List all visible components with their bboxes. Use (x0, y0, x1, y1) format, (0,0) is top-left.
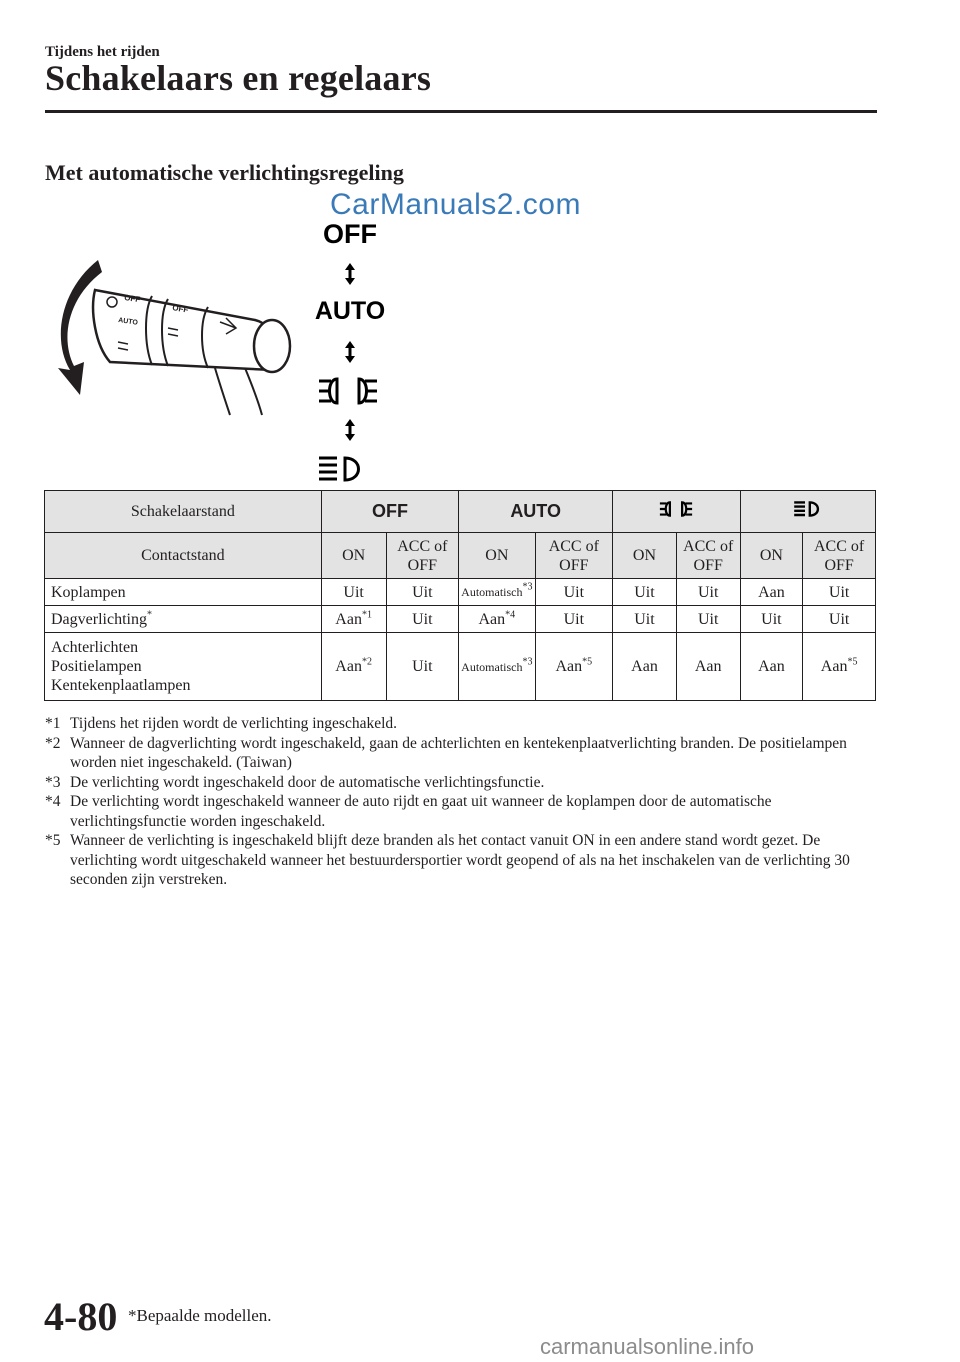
ignition-header: Contactstand (45, 533, 322, 579)
page-title: Schakelaars en regelaars (45, 58, 432, 98)
ignition-cell: ACC of OFF (676, 533, 740, 579)
table-cell: Aan$^{*2}$ (321, 633, 386, 701)
headlight-icon (317, 373, 379, 409)
switch-positions-column (300, 215, 400, 485)
switch-position-header: Schakelaarstand (45, 491, 322, 533)
table-cell: Automatisch$^{*3}$ (459, 579, 535, 606)
table-cell: Automatisch$^{*3}$ (459, 633, 535, 701)
table-row (45, 633, 876, 701)
table-cell: Uit (386, 633, 459, 701)
table-cell: Uit (740, 606, 803, 633)
double-arrow-icon (338, 417, 362, 443)
table-cell: Uit (535, 606, 613, 633)
row-label: Koplampen (45, 579, 322, 606)
footnotes (45, 714, 875, 890)
switch-position-row (45, 491, 876, 533)
table-cell: Aan (740, 579, 803, 606)
table-cell: Uit (321, 579, 386, 606)
switch-auto-header: AUTO (459, 491, 613, 533)
position-off-label: OFF (323, 219, 377, 249)
switch-parking-header (740, 491, 875, 533)
table-cell: Uit (676, 606, 740, 633)
chapter-label: Tijdens het rijden (45, 44, 160, 60)
table-cell: Uit (676, 579, 740, 606)
switch-headlight-header (613, 491, 740, 533)
row-label: Dagverlichting* (45, 606, 322, 633)
footer-note: *Bepaalde modellen. (128, 1306, 272, 1325)
header-divider (45, 110, 877, 113)
row-label: Achterlichten Positielampen Kentekenplaatlampen (45, 633, 322, 701)
footnote: *4 De verlichting wordt ingeschakeld wanneer de auto rijdt en gaat uit wanneer de koplampen door de automatische verlichtingsfunctie worden ingeschakeld. (45, 793, 772, 830)
svg-text:OFF: OFF (123, 293, 141, 305)
switch-off-header: OFF (321, 491, 458, 533)
page-number: 4-80 (44, 1294, 118, 1339)
ignition-cell: ON (321, 533, 386, 579)
table-cell: Uit (535, 579, 613, 606)
ignition-row (45, 533, 876, 579)
section-title: Met automatische verlichtingsregeling (45, 160, 404, 185)
footnote: *5 Wanneer de verlichting is ingeschakeld blijft deze branden als het contact vanuit ON in een andere stand wordt gezet. De verlichting wordt uitgeschakeld wanneer het bestuurdersportier wordt geopend of als na het inschakelen van de verlichting 30 seconden zijn verstreken. (45, 832, 850, 888)
watermark-bottom: carmanualsonline.info (540, 1334, 755, 1359)
watermark-top: CarManuals2.com (330, 188, 581, 221)
table-cell: Aan$^{*1}$ (321, 606, 386, 633)
svg-text:OFF: OFF (171, 303, 189, 315)
ignition-cell: ACC of OFF (386, 533, 459, 579)
table-cell: Aan$^{*5}$ (535, 633, 613, 701)
ignition-cell: ON (613, 533, 677, 579)
table-cell: Uit (613, 579, 677, 606)
table-cell: Aan (740, 633, 803, 701)
table-cell: Aan (613, 633, 677, 701)
position-auto-label: AUTO (314, 297, 386, 325)
footnote: *1 Tijdens het rijden wordt de verlichting ingeschakeld. (45, 715, 398, 732)
table-cell: Aan$^{*4}$ (459, 606, 535, 633)
table-cell: Uit (803, 606, 876, 633)
ignition-cell: ON (459, 533, 535, 579)
svg-text:AUTO: AUTO (117, 317, 139, 327)
table-row (45, 579, 876, 606)
ignition-cell: ACC of OFF (803, 533, 876, 579)
parking-light-icon (317, 455, 367, 483)
table-cell: Aan$^{*5}$ (803, 633, 876, 701)
headlight-icon (657, 499, 695, 519)
double-arrow-icon (338, 339, 362, 365)
parking-light-icon (793, 500, 823, 518)
table-cell: Uit (803, 579, 876, 606)
ignition-cell: ACC of OFF (535, 533, 613, 579)
table-cell: Uit (386, 579, 459, 606)
lighting-status-table (44, 490, 876, 701)
table-cell: Uit (613, 606, 677, 633)
table-cell: Uit (386, 606, 459, 633)
table-row (45, 606, 876, 633)
double-arrow-icon (338, 261, 362, 287)
footnote: *3 De verlichting wordt ingeschakeld door de automatische verlichtingsfunctie. (45, 773, 545, 791)
ignition-cell: ON (740, 533, 803, 579)
light-switch-lever-illustration (40, 250, 300, 420)
table-cell: Aan (676, 633, 740, 701)
footnote: *2 Wanneer de dagverlichting wordt ingeschakeld, gaan de achterlichten en kentekenplaatverlichting branden. De positielampen worden niet ingeschakeld. (Taiwan) (45, 734, 847, 771)
